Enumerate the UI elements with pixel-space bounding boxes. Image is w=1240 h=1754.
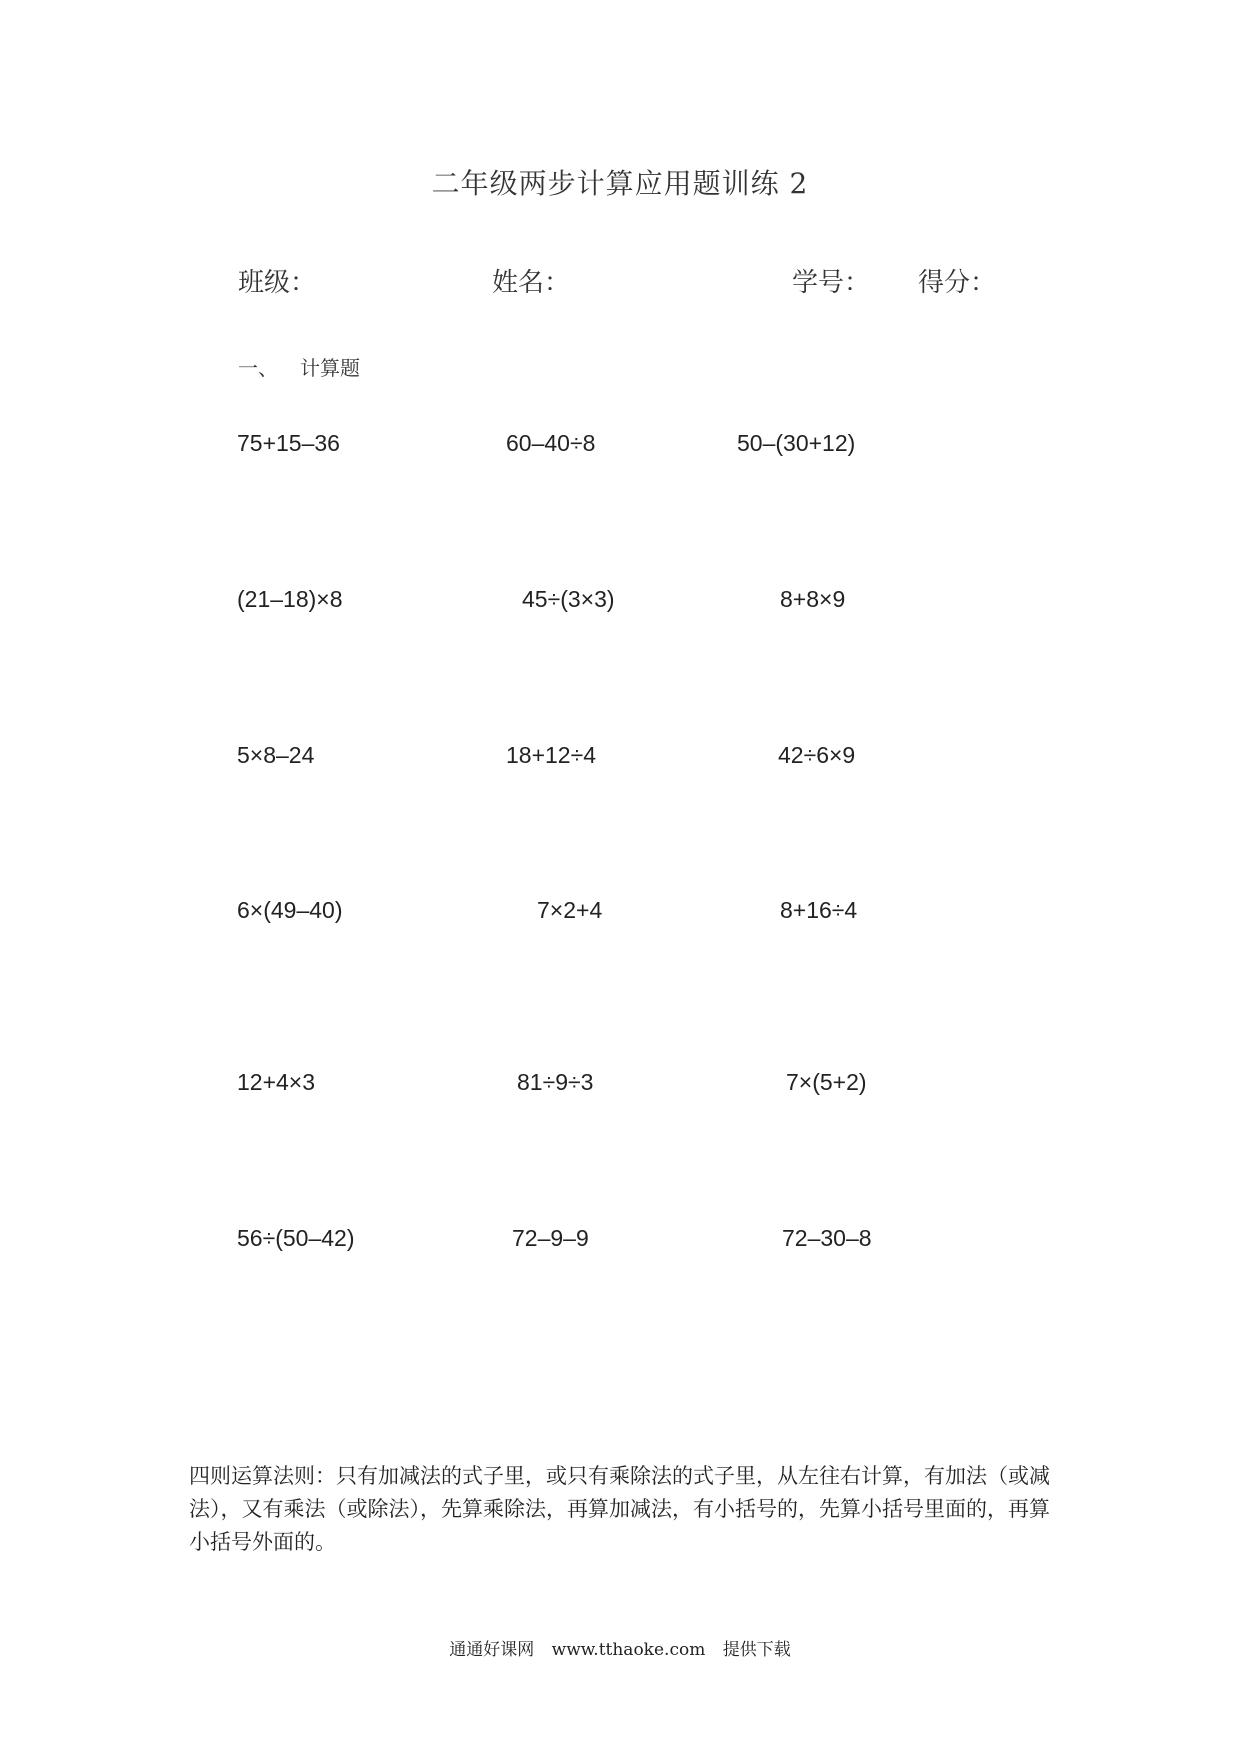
problem-6-2: 72–9–9 xyxy=(512,1225,589,1251)
problem-2-3: 8+8×9 xyxy=(780,586,846,612)
arithmetic-rules-note: 四则运算法则：只有加减法的式子里，或只有乘除法的式子里，从左往右计算，有加法（或减法），又有乘法（或除法），先算乘除法，再算加减法，有小括号的，先算小括号里面的，再算小括号外面的。 xyxy=(189,1464,1050,1554)
footer-suffix: 提供下载 xyxy=(722,1640,791,1660)
worksheet-title: 二年级两步计算应用题训练 2 xyxy=(431,167,809,200)
section-number: 一、 xyxy=(238,356,278,380)
problem-3-3: 42÷6×9 xyxy=(778,742,856,768)
score-label: 得分： xyxy=(918,268,997,298)
footer xyxy=(0,1635,1240,1660)
problem-2-2: 45÷(3×3) xyxy=(522,586,615,612)
problem-5-1: 12+4×3 xyxy=(237,1069,316,1095)
problem-4-3: 8+16÷4 xyxy=(780,897,858,923)
footer-site-name: 通通好课网 xyxy=(449,1640,535,1660)
section-heading xyxy=(238,352,360,381)
problem-5-3: 7×(5+2) xyxy=(786,1069,867,1095)
class-label: 班级： xyxy=(238,268,317,298)
problem-4-2: 7×2+4 xyxy=(537,897,603,923)
problem-1-3: 50–(30+12) xyxy=(737,430,856,456)
problem-2-1: (21–18)×8 xyxy=(237,586,343,612)
student-number-label: 学号： xyxy=(792,268,871,298)
name-label: 姓名： xyxy=(492,268,571,298)
problem-3-1: 5×8–24 xyxy=(237,742,315,768)
footer-url[interactable]: www.tthaoke.com xyxy=(551,1640,706,1660)
problem-4-1: 6×(49–40) xyxy=(237,897,343,923)
problem-6-3: 72–30–8 xyxy=(782,1225,872,1251)
problem-1-2: 60–40÷8 xyxy=(506,430,596,456)
section-title: 计算题 xyxy=(300,356,360,380)
problem-3-2: 18+12÷4 xyxy=(506,742,597,768)
problem-5-2: 81÷9÷3 xyxy=(517,1069,594,1095)
problem-6-1: 56÷(50–42) xyxy=(237,1225,355,1251)
problem-1-1: 75+15–36 xyxy=(237,430,340,456)
